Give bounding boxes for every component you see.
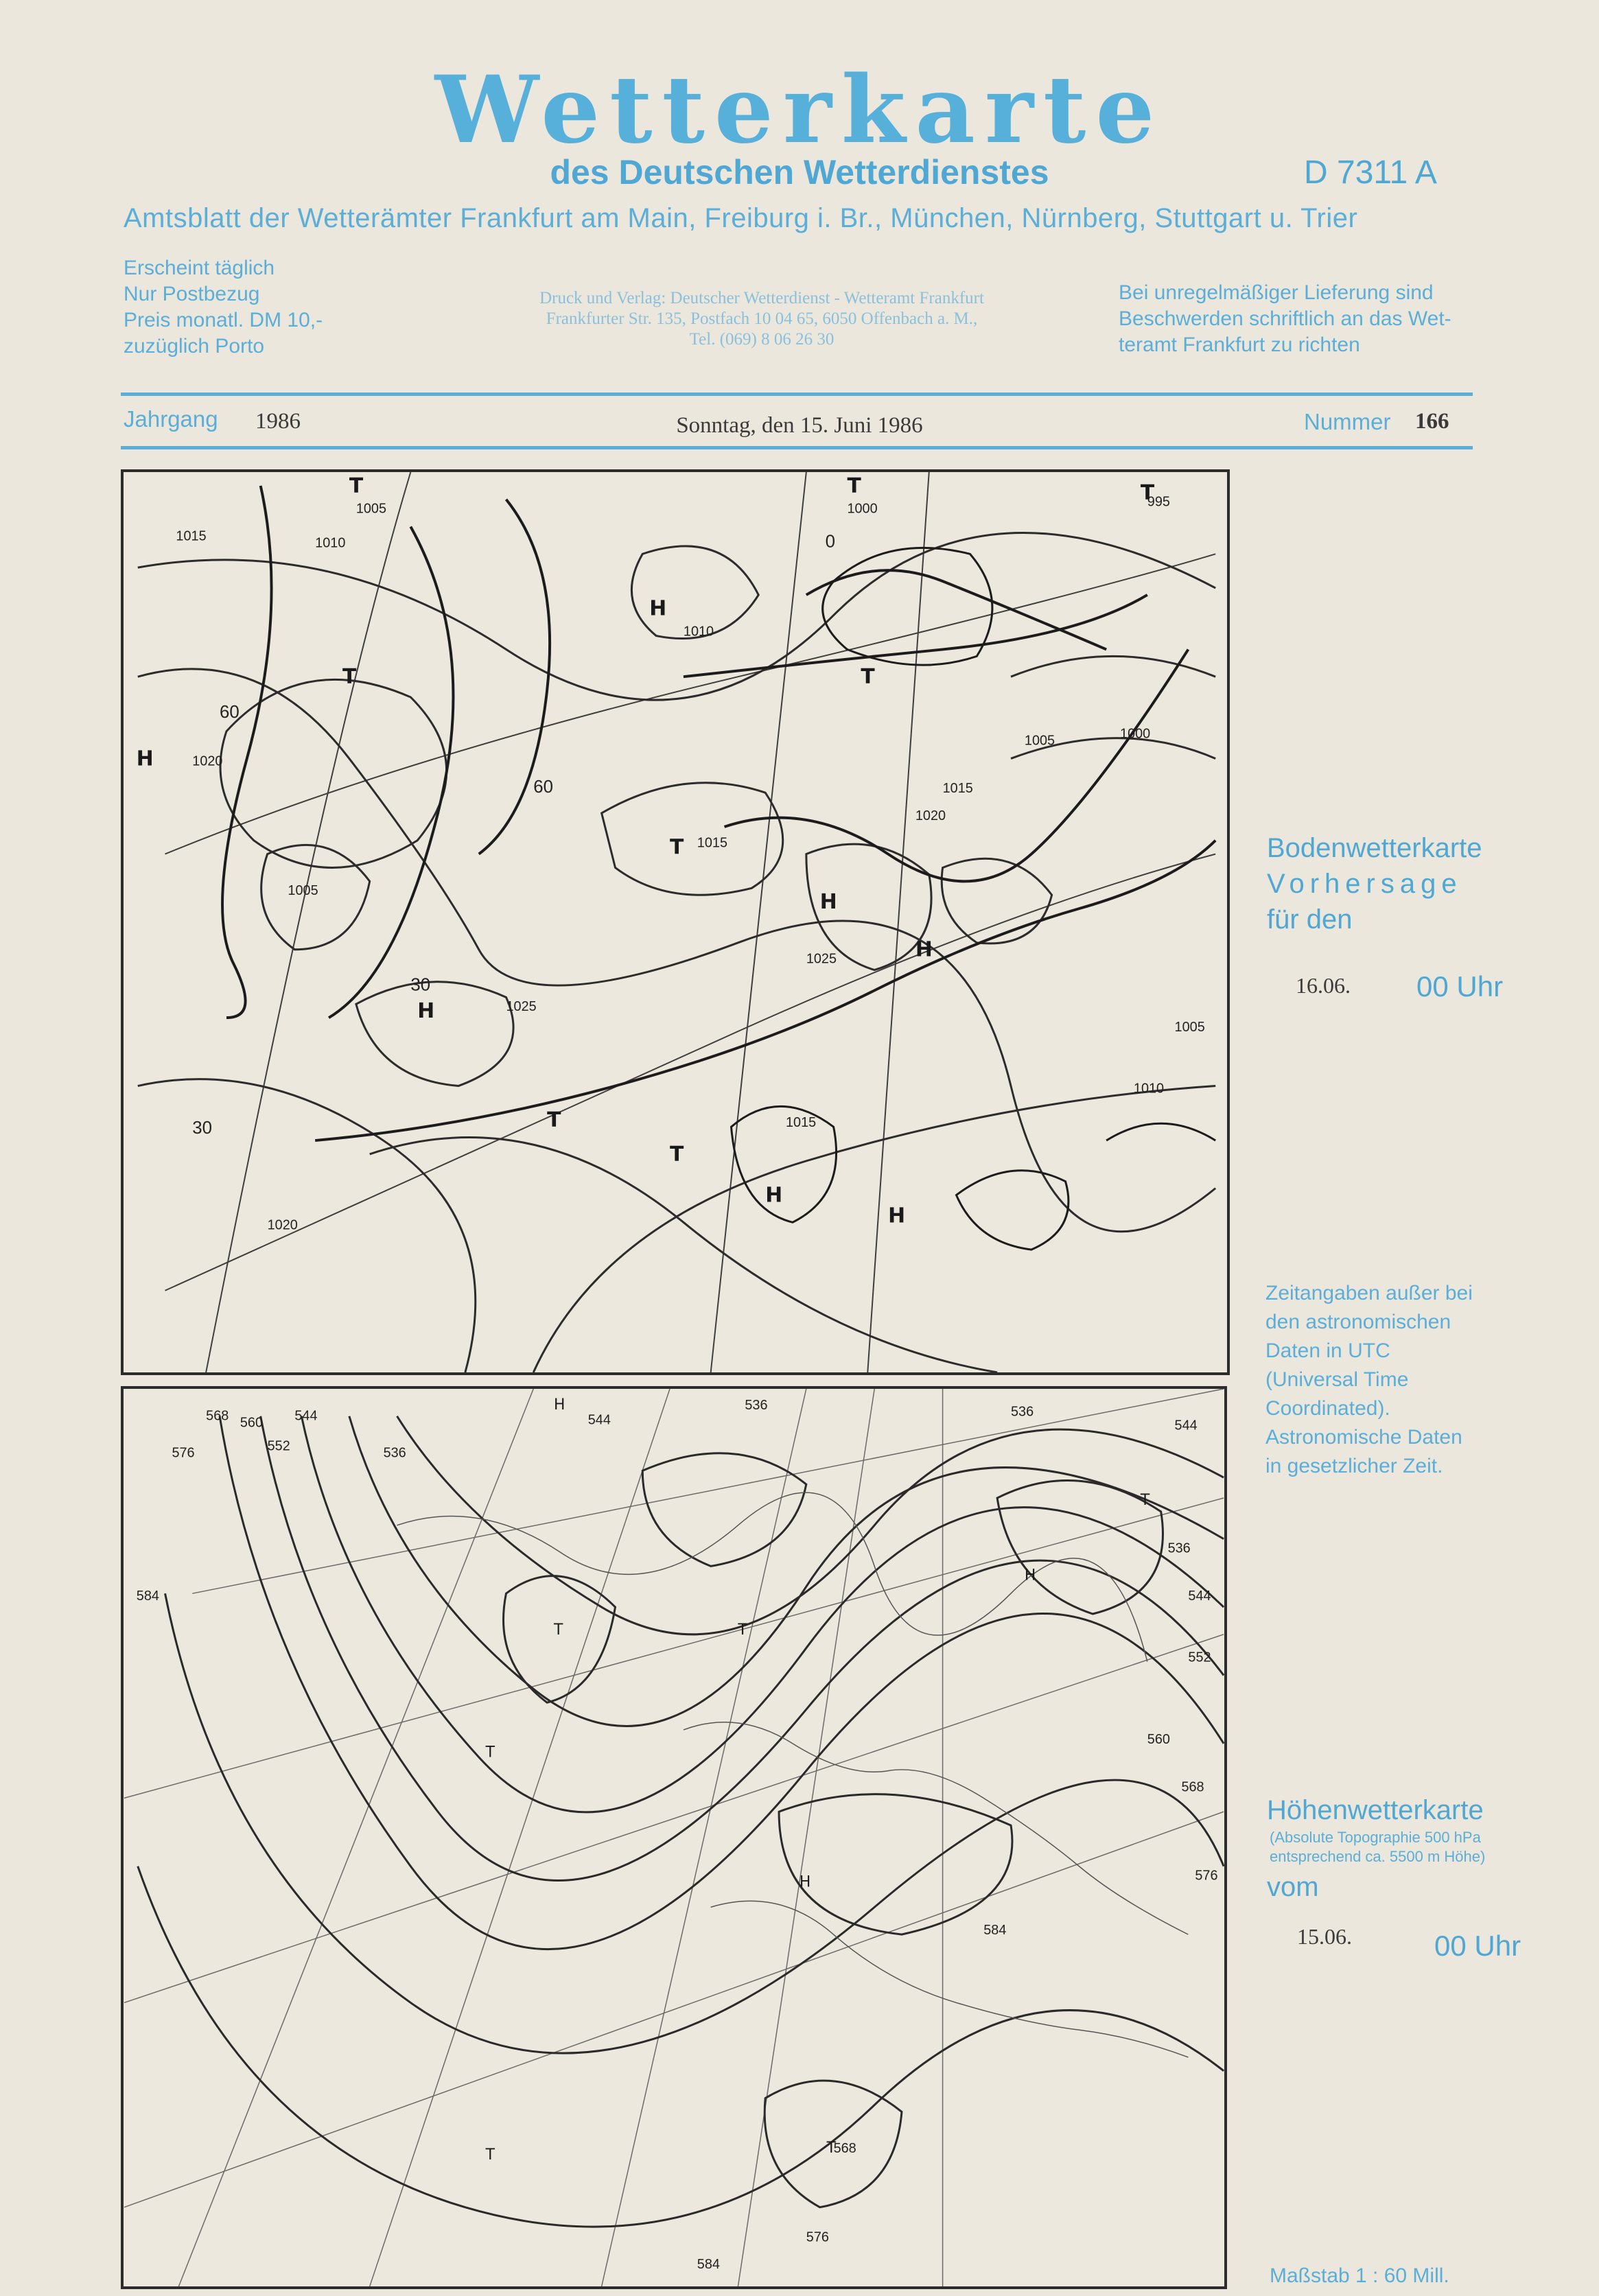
contour-label: 544 [294, 1408, 318, 1424]
latitude-label: 60 [220, 702, 240, 722]
low-pressure-label: T [349, 473, 364, 498]
isobar-label: 1020 [915, 808, 946, 823]
isobar-label: 1005 [355, 501, 387, 517]
contour-label: 584 [983, 1923, 1007, 1938]
contour-label: 576 [172, 1445, 195, 1461]
low-pressure-label: T [485, 1744, 495, 1761]
high-pressure-label: H [819, 890, 837, 915]
note-line: in gesetzlicher Zeit. [1265, 1455, 1443, 1477]
isobar-label: 1020 [267, 1217, 298, 1233]
low-pressure-label: T [342, 665, 357, 690]
isobar-label: 1010 [683, 624, 714, 640]
info-line: Preis monatl. DM 10,- [124, 309, 323, 331]
info-line: Druck und Verlag: Deutscher Wetterdienst - Wetteramt Frankfurt [539, 289, 984, 307]
nummer-label: Nummer [1304, 409, 1391, 434]
upper-map-subtitle [1270, 1828, 1485, 1866]
info-line: teramt Frankfurt zu richten [1119, 333, 1360, 356]
low-pressure-label: T [554, 1621, 563, 1639]
contour-label: 560 [1147, 1731, 1170, 1747]
subtitle-line: (Absolute Topographie 500 hPa [1270, 1829, 1481, 1846]
isobar-label: 1020 [192, 753, 223, 769]
contour-label: 536 [745, 1397, 768, 1413]
contour-label: 560 [240, 1415, 264, 1431]
title-line: Bodenwetterkarte [1267, 833, 1482, 863]
isobar-label: 1025 [506, 999, 537, 1015]
upper-map-date: 15.06. [1297, 1924, 1352, 1949]
time-note [1265, 1279, 1473, 1481]
delivery-complaint-info [1119, 280, 1451, 358]
upper-map-drawing [124, 1389, 1224, 2286]
info-line: Nur Postbezug [124, 283, 260, 305]
high-pressure-label: H [1024, 1567, 1036, 1584]
isobar-label: 1005 [1174, 1020, 1205, 1035]
amtsblatt-line: Amtsblatt der Wetterämter Frankfurt am Main, Freiburg i. Br., München, Nürnberg, Stuttgart u. Trier [124, 203, 1358, 233]
surface-map-time: 00 Uhr [1416, 970, 1504, 1003]
contour-label: 568 [833, 2141, 856, 2157]
low-pressure-label: T [547, 1108, 561, 1133]
contour-label: 536 [1167, 1541, 1191, 1556]
title-line: für den [1267, 904, 1353, 935]
latitude-label: 30 [410, 975, 431, 995]
surface-map-drawing [124, 472, 1227, 1372]
isobar-label: 1015 [176, 528, 207, 544]
isobar-label: 1005 [288, 883, 318, 899]
subscription-info [124, 255, 323, 360]
note-line: Astronomische Daten [1265, 1426, 1462, 1449]
isobar-label: 1015 [942, 781, 973, 797]
low-pressure-label: T [847, 473, 861, 498]
info-line: Tel. (069) 8 06 26 30 [689, 330, 834, 349]
surface-map-date: 16.06. [1296, 973, 1351, 998]
surface-forecast-map [121, 469, 1230, 1375]
isobar-label: 1000 [847, 501, 878, 517]
high-pressure-label: H [417, 999, 435, 1024]
high-pressure-label: H [915, 937, 933, 962]
masthead-title: Wetterkarte [434, 55, 1165, 164]
low-pressure-label: T [670, 1142, 684, 1167]
isobar-label: 1025 [806, 951, 837, 967]
publisher-info [439, 288, 1084, 350]
contour-label: 544 [1188, 1589, 1211, 1604]
upper-map-title: Höhenwetterkarte [1267, 1795, 1484, 1825]
isobar-label: 1000 [1120, 726, 1151, 742]
upper-map-vom: vom [1267, 1872, 1319, 1902]
contour-label: 536 [383, 1445, 406, 1461]
contour-label: 568 [206, 1408, 229, 1424]
upper-air-map [121, 1386, 1227, 2289]
isobar-label: 1015 [786, 1115, 817, 1131]
low-pressure-label: T [485, 2146, 495, 2164]
contour-label: 576 [806, 2229, 829, 2245]
contour-label: 544 [587, 1412, 611, 1428]
note-line: Daten in UTC [1265, 1339, 1390, 1362]
info-line: Beschwerden schriftlich an das Wet- [1119, 307, 1451, 330]
isobar-label: 1005 [1024, 733, 1055, 749]
isobar-label: 1010 [1133, 1081, 1165, 1097]
note-line: den astronomischen [1265, 1311, 1451, 1333]
contour-label: 544 [1174, 1418, 1198, 1433]
contour-label: 576 [1195, 1868, 1218, 1884]
note-line: Coordinated). [1265, 1397, 1390, 1420]
high-pressure-label: H [799, 1873, 811, 1891]
map-scale: Maßstab 1 : 60 Mill. [1270, 2264, 1449, 2287]
nummer-value: 166 [1415, 409, 1449, 434]
info-line: Bei unregelmäßiger Lieferung sind [1119, 281, 1434, 304]
isobar-label: 995 [1147, 494, 1170, 510]
masthead-subtitle: des Deutschen Wetterdienstes [550, 153, 1049, 191]
info-line: zuzüglich Porto [124, 335, 265, 358]
jahrgang-value: 1986 [255, 409, 301, 434]
isobar-label: 1010 [315, 535, 346, 551]
latitude-label: 60 [533, 777, 553, 797]
contour-label: 568 [1181, 1779, 1204, 1795]
note-line: Zeitangaben außer bei [1265, 1282, 1473, 1304]
subtitle-line: entsprechend ca. 5500 m Höhe) [1270, 1848, 1486, 1865]
contour-label: 584 [136, 1589, 159, 1604]
high-pressure-label: H [888, 1204, 906, 1228]
upper-map-time: 00 Uhr [1434, 1930, 1521, 1962]
low-pressure-label: T [738, 1621, 747, 1639]
contour-label: 536 [1010, 1404, 1034, 1420]
high-pressure-label: H [765, 1183, 783, 1208]
header-rule-bottom [121, 446, 1473, 449]
high-pressure-label: H [649, 596, 667, 621]
low-pressure-label: T [861, 665, 875, 690]
contour-label: 552 [267, 1438, 290, 1454]
info-line: Frankfurter Str. 135, Postfach 10 04 65, 6050 Offenbach a. M., [546, 309, 978, 328]
isobar-label: 1015 [697, 835, 727, 851]
surface-map-title [1267, 830, 1482, 937]
low-pressure-label: T [1140, 1491, 1150, 1509]
title-line: Vorhersage [1267, 869, 1462, 899]
contour-label: 552 [1188, 1650, 1211, 1665]
publication-code: D 7311 A [1304, 154, 1437, 191]
note-line: (Universal Time [1265, 1368, 1409, 1391]
low-pressure-label: T [826, 2140, 836, 2157]
issue-date: Sonntag, den 15. Juni 1986 [676, 413, 923, 438]
header-rule-top [121, 393, 1473, 396]
high-pressure-label: H [554, 1396, 565, 1414]
low-pressure-label: T [1140, 480, 1155, 505]
latitude-label: 30 [192, 1118, 213, 1138]
low-pressure-label: T [670, 835, 684, 860]
jahrgang-label: Jahrgang [124, 406, 218, 432]
info-line: Erscheint täglich [124, 257, 275, 279]
high-pressure-label: H [136, 747, 154, 771]
longitude-label: 0 [825, 532, 836, 552]
contour-label: 584 [697, 2257, 720, 2273]
